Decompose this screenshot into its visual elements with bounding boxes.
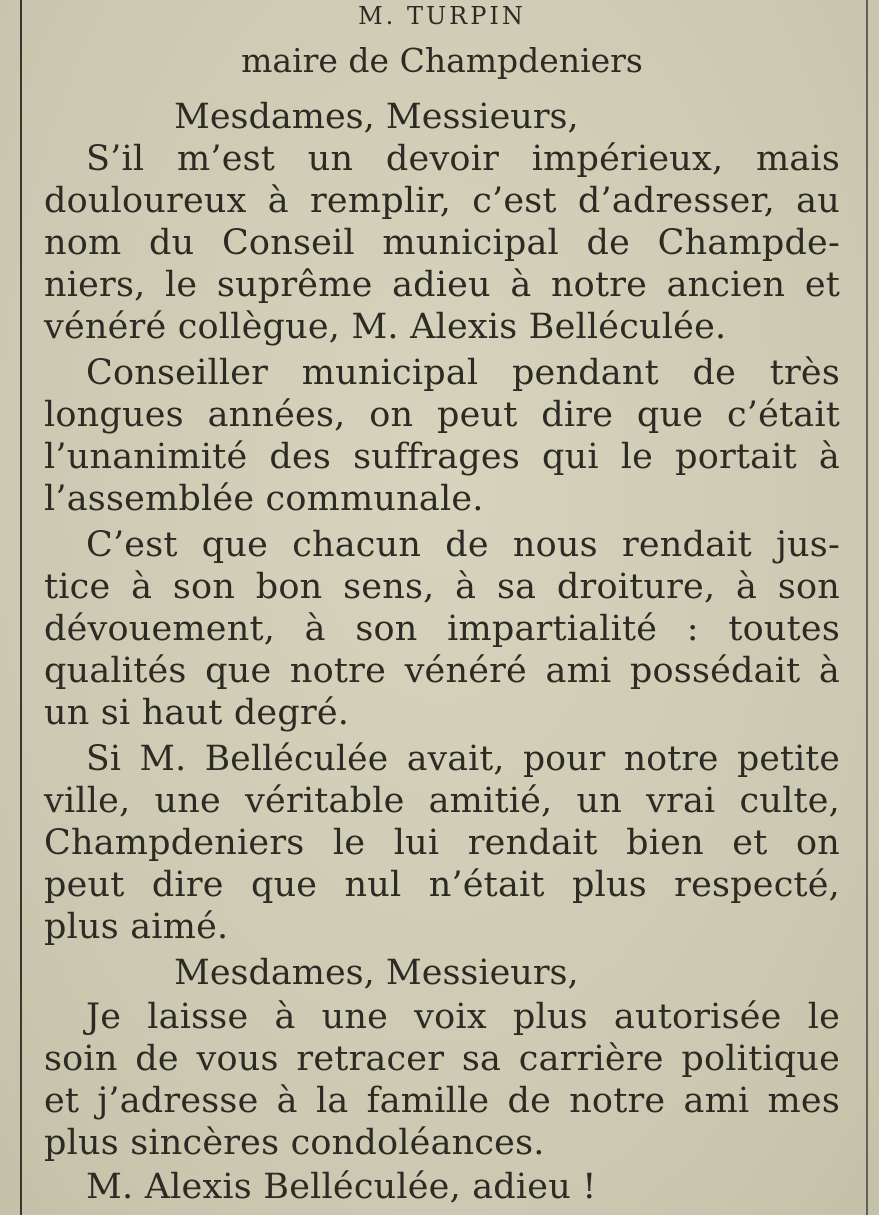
text-line: soin de vous retracer sa carrière politique: [44, 1039, 840, 1079]
text-line: Je laisse à une voix plus autorisée le: [86, 997, 840, 1037]
speaker-name: M. TURPIN: [358, 2, 526, 30]
column-rule-left: [20, 0, 22, 1215]
text-line: plus sincères condoléances.: [44, 1123, 545, 1163]
salutation: Mesdames, Messieurs,: [174, 953, 579, 993]
text-line: Champdeniers le lui rendait bien et on: [44, 823, 840, 863]
column-rule-right: [866, 0, 868, 1215]
speaker-title: maire de Champdeniers: [241, 41, 643, 80]
text-line: et j’adresse à la famille de notre ami mes: [44, 1081, 840, 1121]
farewell-line: M. Alexis Belléculée, adieu !: [86, 1167, 597, 1207]
text-line: plus aimé.: [44, 907, 229, 947]
text-line: nom du Conseil municipal de Champde-: [44, 223, 840, 263]
text-line: C’est que chacun de nous rendait jus-: [86, 525, 840, 565]
text-line: Conseiller municipal pendant de très: [86, 353, 840, 393]
text-line: qualités que notre vénéré ami possédait à: [44, 651, 840, 691]
salutation: Mesdames, Messieurs,: [174, 97, 579, 137]
text-line: un si haut degré.: [44, 693, 350, 733]
text-line: vénéré collègue, M. Alexis Belléculée.: [44, 307, 727, 347]
text-line: longues années, on peut dire que c’était: [44, 395, 840, 435]
text-line: peut dire que nul n’était plus respecté,: [44, 865, 840, 905]
text-line: tice à son bon sens, à sa droiture, à son: [44, 567, 840, 607]
text-line: l’unanimité des suffrages qui le portait à: [44, 437, 840, 477]
text-line: douloureux à remplir, c’est d’adresser, au: [44, 181, 840, 221]
text-line: dévouement, à son impartialité : toutes: [44, 609, 840, 649]
text-line: niers, le suprême adieu à notre ancien et: [44, 265, 840, 305]
text-line: S’il m’est un devoir impérieux, mais: [86, 139, 840, 179]
text-line: l’assemblée communale.: [44, 479, 484, 519]
text-line: ville, une véritable amitié, un vrai culte,: [44, 781, 840, 821]
text-line: Si M. Belléculée avait, pour notre petite: [86, 739, 840, 779]
